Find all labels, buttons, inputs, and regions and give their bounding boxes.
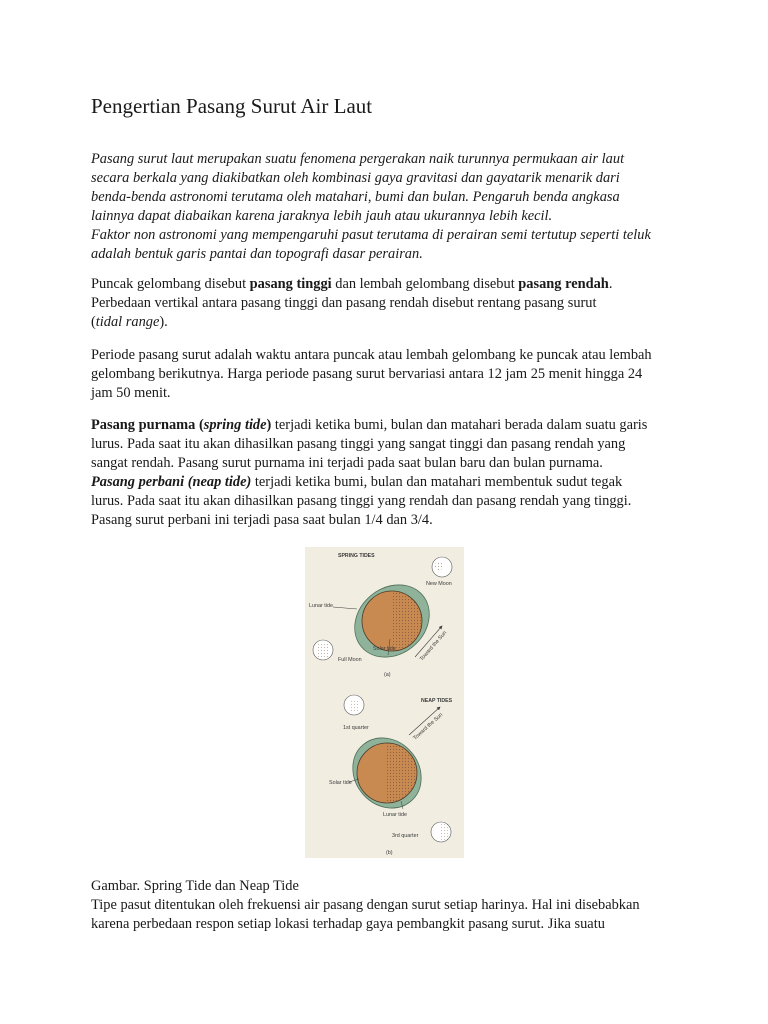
neap-tides-heading: NEAP TIDES xyxy=(421,698,453,704)
text-run: ). xyxy=(159,314,168,330)
new-moon-label: New Moon xyxy=(426,581,452,587)
first-quarter-label: 1st quarter xyxy=(343,725,369,731)
text-line: lurus. Pada saat itu akan dihasilkan pasang tinggi yang rendah dan pasang rendah yang tinggi. xyxy=(91,493,632,509)
tide-period-paragraph xyxy=(91,346,652,403)
figure-b-label: (b) xyxy=(386,850,393,856)
solar-tide-label-2: Solar tide xyxy=(329,780,352,786)
text-line xyxy=(91,473,647,492)
text-run: Puncak gelombang disebut xyxy=(91,276,250,292)
lunar-tide-label-2: Lunar tide xyxy=(383,812,407,818)
term-tidal-range: tidal range xyxy=(95,314,160,330)
figure-caption: Gambar. Spring Tide dan Neap Tide xyxy=(91,878,299,894)
leader-line xyxy=(333,607,357,609)
text-line: lainnya dapat diabaikan karena jaraknya lebih jauh atau ukurannya lebih kecil. xyxy=(91,208,553,224)
text-line: lurus. Pada saat itu akan dihasilkan pasang tinggi yang sangat tinggi dan pasang rendah yang xyxy=(91,436,626,452)
toward-sun-label: Toward the Sun xyxy=(418,630,449,663)
text-line: adalah bentuk garis pantai dan topografi dasar perairan. xyxy=(91,246,423,262)
term-neap-tide: Pasang perbani (neap tide) xyxy=(91,474,252,490)
spring-neap-tides-figure xyxy=(305,547,464,858)
text-line xyxy=(91,313,612,332)
text-run: ) xyxy=(266,417,272,433)
text-line: Faktor non astronomi yang mempengaruhi pasut terutama di perairan semi tertutup seperti teluk xyxy=(91,227,651,243)
toward-sun-label-2: Toward the Sun xyxy=(412,711,445,742)
text-line: secara berkala yang diakibatkan oleh kombinasi gaya gravitasi dan gayatarik menarik dari xyxy=(91,170,620,186)
page-title: Pengertian Pasang Surut Air Laut xyxy=(91,94,373,118)
text-run: terjadi ketika bumi, bulan dan matahari berada dalam suatu garis xyxy=(271,417,648,433)
text-run: . xyxy=(608,276,613,292)
intro-paragraph xyxy=(91,150,651,264)
text-line: Pasang surut laut merupakan suatu fenomena pergerakan naik turunnya permukaan air laut xyxy=(91,151,625,167)
text-run: ( xyxy=(91,314,96,330)
text-line xyxy=(91,275,612,294)
text-line: Periode pasang surut adalah waktu antara puncak atau lembah gelombang ke puncak atau lembah xyxy=(91,347,652,363)
text-line: Perbedaan vertikal antara pasang tinggi dan pasang rendah disebut rentang pasang surut xyxy=(91,295,597,311)
figure-caption-and-paragraph xyxy=(91,877,640,934)
tide-diagram xyxy=(305,547,464,858)
term-low-tide: pasang rendah xyxy=(518,276,609,292)
tide-definition-paragraph xyxy=(91,275,612,332)
text-line: Pasang surut perbani ini terjadi pasa saat bulan 1/4 dan 3/4. xyxy=(91,512,433,528)
moon-shading xyxy=(318,644,329,657)
solar-tide-label: Solar tide xyxy=(373,646,396,652)
text-line xyxy=(91,416,647,435)
spring-tides-heading: SPRING TIDES xyxy=(338,553,375,559)
text-line: sangat rendah. Pasang surut purnama ini terjadi pada saat bulan baru dan bulan purnama. xyxy=(91,455,603,471)
text-line: gelombang berikutnya. Harga periode pasang surut bervariasi antara 12 jam 25 menit hingga 24 xyxy=(91,366,643,382)
text-line: Tipe pasut ditentukan oleh frekuensi air pasang dengan surut setiap harinya. Hal ini disebabkan xyxy=(91,897,640,913)
full-moon-label: Full Moon xyxy=(338,657,362,663)
text-run: dan lembah gelombang disebut xyxy=(331,276,519,292)
text-run: Pasang purnama ( xyxy=(91,417,204,433)
text-line: benda-benda astronomi terutama oleh matahari, bumi dan bulan. Pengaruh benda angkasa xyxy=(91,189,620,205)
text-run: terjadi ketika bumi, bulan dan matahari membentuk sudut tegak xyxy=(251,474,623,490)
moon-shading xyxy=(435,562,443,570)
text-line: karena perbedaan respon setiap lokasi terhadap gaya pembangkit pasang surut. Jika suatu xyxy=(91,916,605,932)
term-high-tide: pasang tinggi xyxy=(249,276,332,292)
spring-neap-paragraph xyxy=(91,416,647,530)
text-line: jam 50 menit. xyxy=(91,385,171,401)
figure-a-label: (a) xyxy=(384,672,391,678)
moon-shading xyxy=(441,824,448,840)
moon-shading xyxy=(349,700,358,711)
text-run: spring tide xyxy=(203,417,267,433)
lunar-tide-label: Lunar tide xyxy=(309,603,333,609)
third-quarter-label: 3rd quarter xyxy=(392,833,419,839)
term-spring-tide xyxy=(91,417,271,433)
